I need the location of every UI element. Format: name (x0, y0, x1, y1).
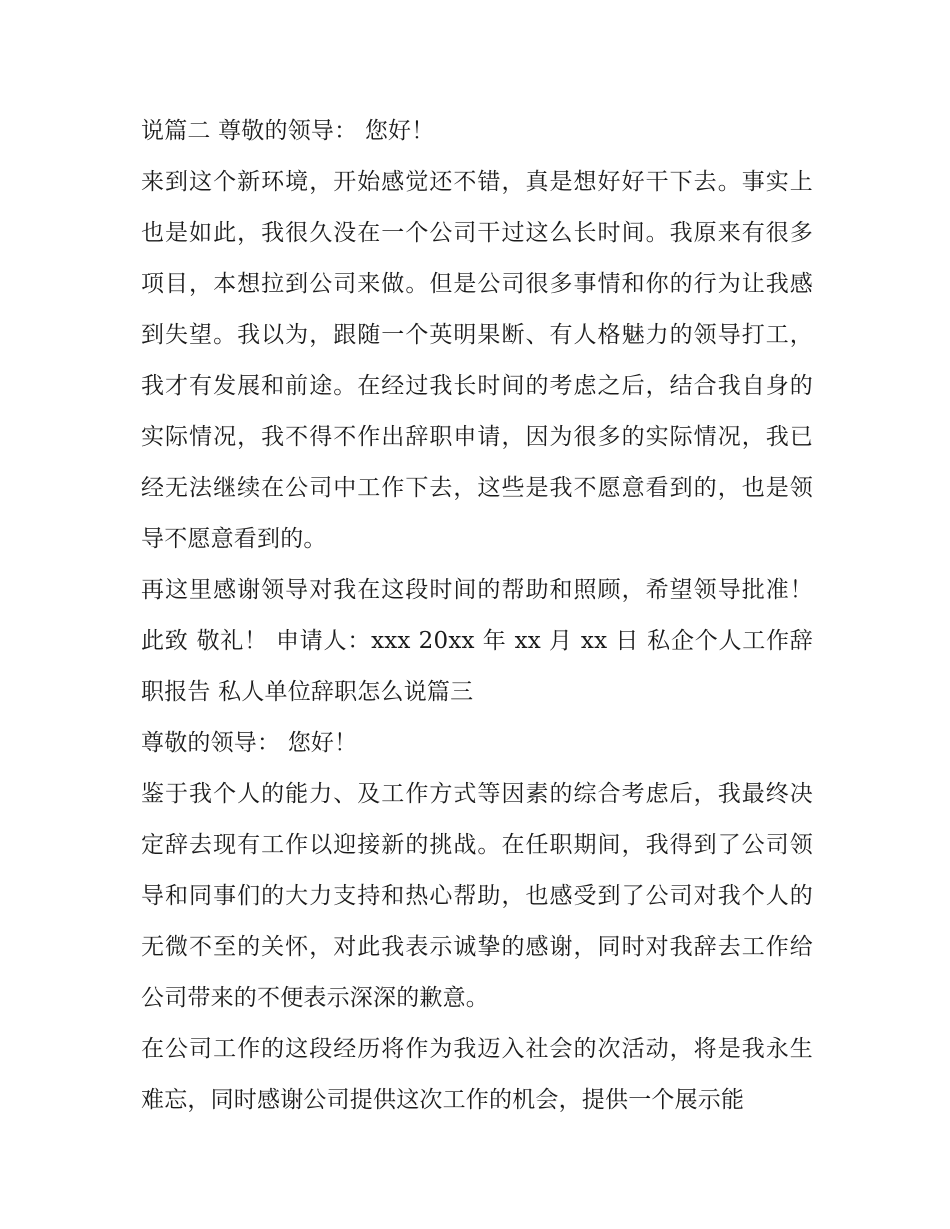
greeting-paragraph-2: 尊敬的领导： 您好！ (141, 730, 358, 756)
body-paragraph-3: 鉴于我个人的能力、及工作方式等因素的综合考虑后，我最终决定辞去现有工作以迎接新的挑战。在任职期间，我得到了公司领导和同事们的大力支持和热心帮助，也感受到了公司对我个人的无微不至的关怀，对此我表示诚挚的感谢，同时对我辞去工作给公司带来的不便表示深深的歉意。 (141, 781, 813, 1011)
body-paragraph-2: 再这里感谢领导对我在这段时间的帮助和照顾，希望领导批准！ 此致 敬礼！ 申请人：xxx 20xx 年 xx 月 xx 日 私企个人工作辞职报告 私人单位辞职怎么说篇三 (141, 577, 813, 705)
body-paragraph-1: 来到这个新环境，开始感觉还不错，真是想好好干下去。事实上也是如此，我很久没在一个公司干过这么长时间。我原来有很多项目，本想拉到公司来做。但是公司很多事情和你的行为让我感到失望。我以为，跟随一个英明果断、有人格魅力的领导打工，我才有发展和前途。在经过我长时间的考虑之后，结合我自身的实际情况，我不得不作出辞职申请，因为很多的实际情况，我已经无法继续在公司中工作下去，这些是我不愿意看到的，也是领导不愿意看到的。 (141, 169, 813, 552)
greeting-paragraph-1: 说篇二 尊敬的领导： 您好！ (141, 118, 435, 144)
document-body (141, 106, 813, 1126)
body-paragraph-4: 在公司工作的这段经历将作为我迈入社会的次活动，将是我永生难忘，同时感谢公司提供这次工作的机会，提供一个展示能 (141, 1036, 813, 1113)
